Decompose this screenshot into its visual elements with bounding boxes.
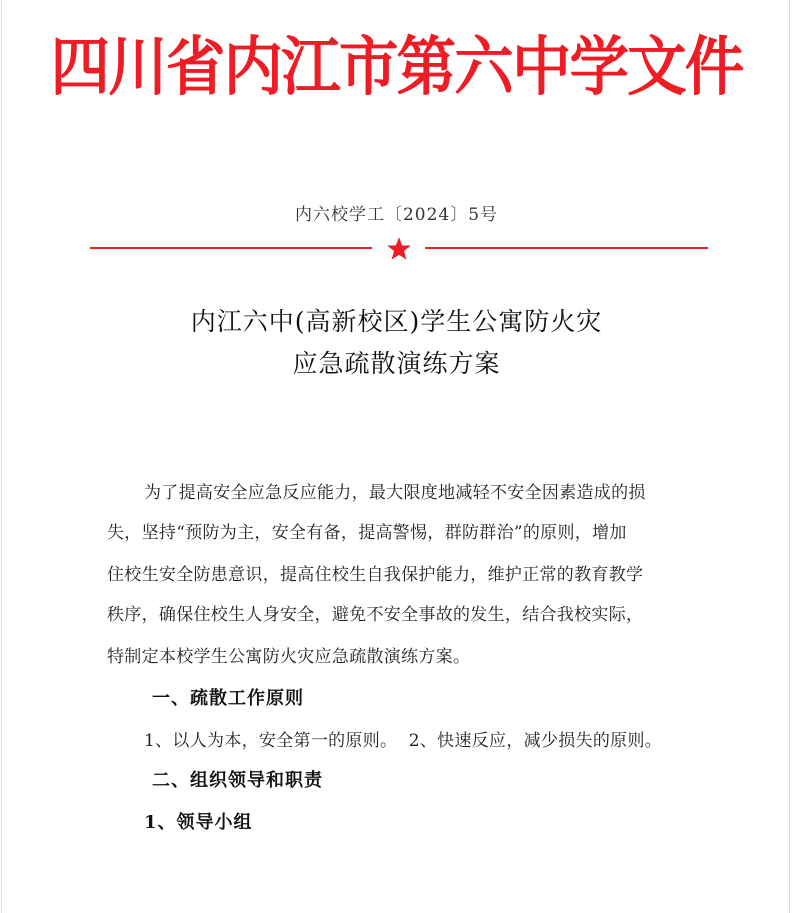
section-2-heading: 二、组织领导和职责 (152, 770, 323, 791)
intro-line-3: 住校生安全防患意识，提高住校生自我保护能力，维护正常的教育教学 (107, 565, 644, 585)
document-title-line-2: 应急疏散演练方案 (292, 349, 501, 378)
red-divider-right (425, 247, 708, 249)
document-title-line-1: 内江六中(高新校区)学生公寓防火灾 (190, 307, 603, 336)
section-1-items: 1、以人为本，安全第一的原则。 2、快速反应，减少损失的原则。 (144, 731, 663, 751)
section-2-subheading-leadership-group: 1、领导小组 (144, 812, 253, 833)
document-header-title: 四川省内江市第六中学文件 (50, 31, 743, 105)
intro-line-4: 秩序，确保住校生人身安全，避免不安全事故的发生，结合我校实际， (107, 605, 644, 625)
intro-line-1: 为了提高安全应急反应能力，最大限度地减轻不安全因素造成的损 (144, 483, 646, 503)
intro-line-5: 特制定本校学生公寓防火灾应急疏散演练方案。 (107, 647, 471, 667)
red-divider-left (90, 247, 372, 249)
page-edge-right (789, 0, 790, 913)
section-1-heading: 一、疏散工作原则 (152, 688, 304, 709)
red-star-icon (386, 236, 412, 262)
document-number: 内六校学工〔2024〕5号 (294, 205, 499, 225)
intro-line-2: 失，坚持“预防为主，安全有备，提高警惕，群防群治”的原则，增加 (107, 523, 627, 543)
page-edge-left (1, 0, 2, 913)
